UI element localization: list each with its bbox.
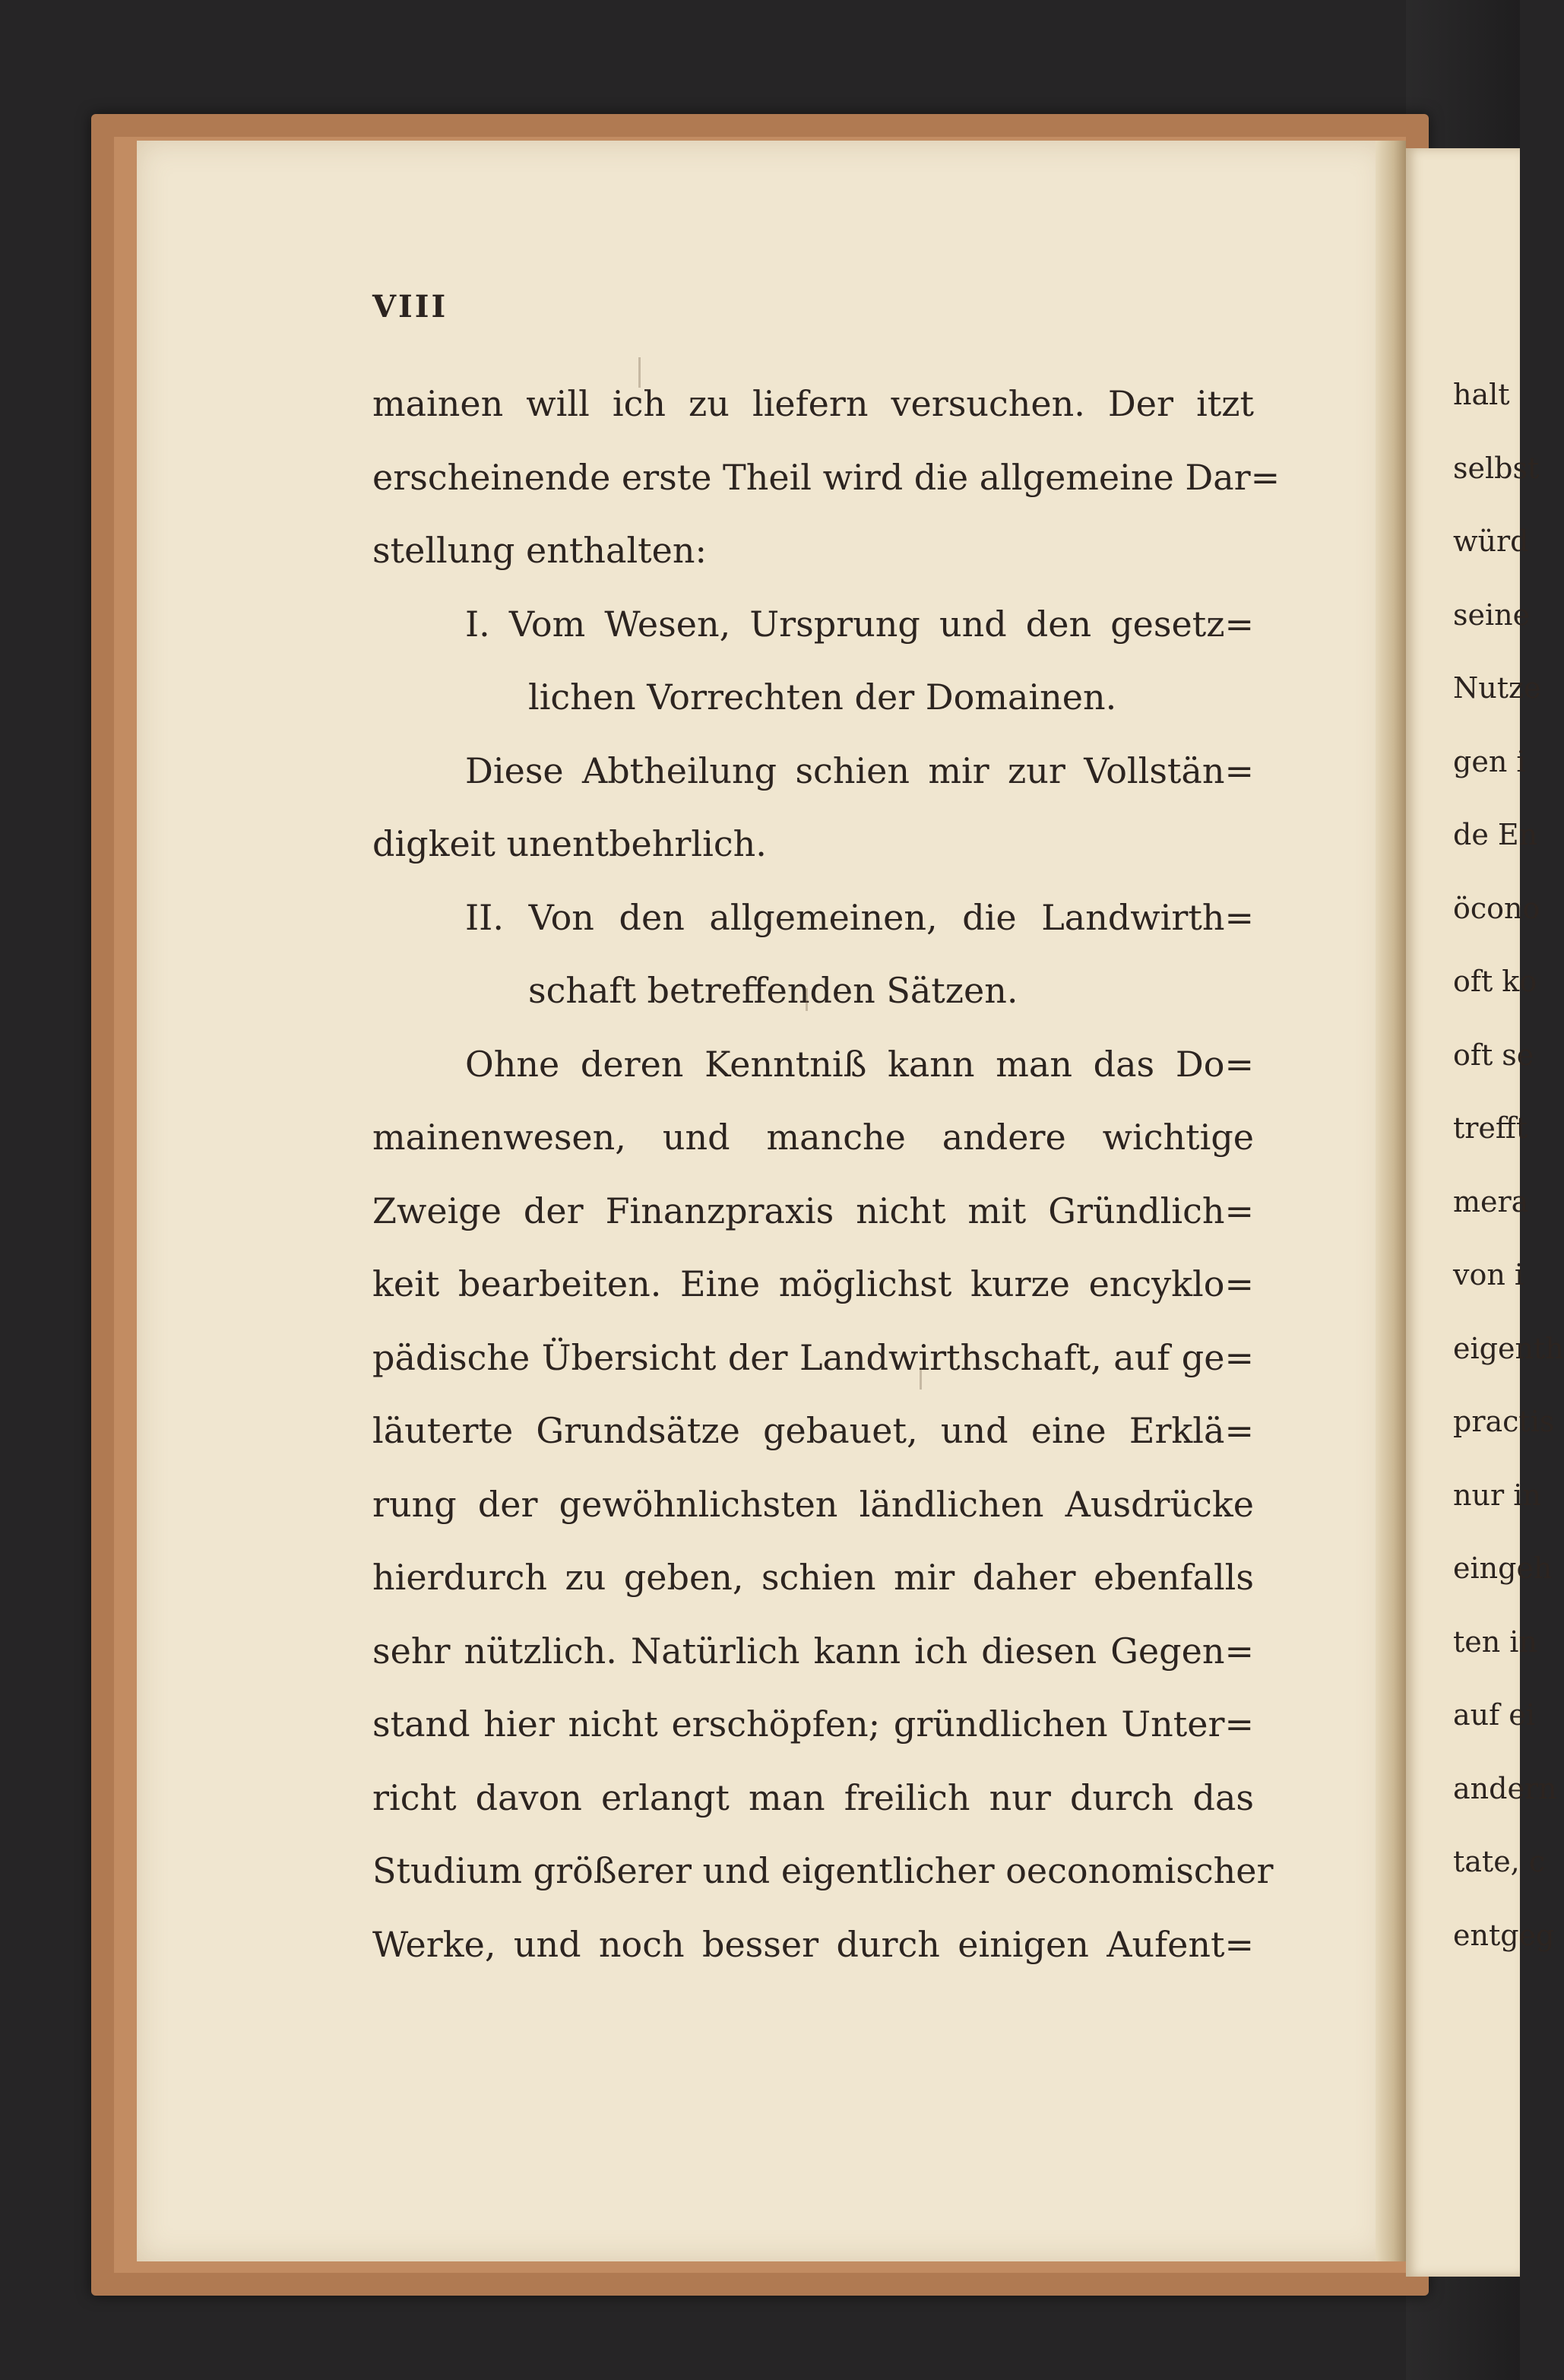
text-line: stellung enthalten: [372, 530, 707, 571]
right-page-fragment: eigenth [1453, 1331, 1564, 1365]
book-gutter [1376, 141, 1406, 2261]
right-page-fragment: trefft [1453, 1111, 1528, 1145]
right-page-fragment: halt [1453, 378, 1510, 411]
text-line: erscheinende erste Theil wird die allgemeine Dar= [372, 456, 1281, 498]
paper-mark [920, 1368, 922, 1390]
text-line: mainen will ich zu liefern versuchen. Der itzt [372, 383, 1254, 424]
right-page-fragment: von i [1453, 1258, 1524, 1291]
text-line: sehr nützlich. Natürlich kann ich diesen Gegen= [372, 1630, 1254, 1672]
text-line: Zweige der Finanzpraxis nicht mit Gründlich= [372, 1190, 1254, 1231]
text-line: digkeit unentbehrlich. [372, 823, 767, 864]
right-page-fragment: Nutze [1453, 671, 1541, 705]
text-line: Diese Abtheilung schien mir zur Vollstän= [465, 749, 1254, 791]
right-page-fragment: würd [1453, 524, 1529, 558]
right-page-fragment: oft se [1453, 1038, 1534, 1072]
text-line: schaft betreffenden Sätzen. [528, 970, 1018, 1011]
text-line: hierdurch zu geben, schien mir daher ebenfalls [372, 1557, 1254, 1598]
text-line: keit bearbeiten. Eine möglichst kurze encyklo= [372, 1263, 1254, 1304]
text-line: Studium größerer und eigentlicher oeconomischer [372, 1850, 1274, 1891]
text-line: Ohne deren Kenntniß kann man das Do= [465, 1043, 1254, 1085]
text-line: Werke, und noch besser durch einigen Aufent= [372, 1923, 1254, 1965]
text-line: lichen Vorrechten der Domainen. [528, 677, 1117, 718]
right-page-fragment: öcono [1453, 891, 1540, 925]
right-page-fragment: andern [1453, 1771, 1557, 1805]
text-line: I. Vom Wesen, Ursprung und den gesetz= [465, 603, 1254, 645]
text-line: II. Von den allgemeinen, die Landwirth= [465, 896, 1254, 938]
right-page-fragment: de En [1453, 818, 1538, 851]
right-page-fragment: gen i [1453, 744, 1526, 778]
right-page-fragment: ten in [1453, 1624, 1537, 1659]
right-page-fragment: mera [1453, 1184, 1529, 1219]
text-line: mainenwesen, und manche andere wichtige [372, 1117, 1254, 1158]
paper-mark [638, 357, 641, 388]
right-page-fragment: nur in [1453, 1478, 1541, 1512]
text-line: stand hier nicht erschöpfen; gründlichen Unter= [372, 1703, 1254, 1745]
page-number: VIII [372, 289, 448, 325]
text-line: pädische Übersicht der Landwirthschaft, auf ge= [372, 1336, 1254, 1378]
right-page-fragment: selbst [1453, 451, 1540, 485]
right-page-fragment: seine [1453, 597, 1531, 632]
paper-mark [806, 988, 808, 1011]
text-line: läuterte Grundsätze gebauet, und eine Erklä= [372, 1410, 1254, 1451]
right-page-fragment: oft ko [1453, 965, 1537, 998]
right-page-fragment: practis [1453, 1405, 1555, 1438]
text-line: richt davon erlangt man freilich nur durch das [372, 1776, 1254, 1818]
right-page-fragment: eingeh [1453, 1551, 1553, 1585]
right-page-fragment: tate, c [1453, 1845, 1546, 1878]
right-page-fragment: entgeg [1453, 1918, 1555, 1952]
right-page-fragment: auf ei [1453, 1698, 1535, 1732]
text-line: rung der gewöhnlichsten ländlichen Ausdrücke [372, 1483, 1254, 1525]
